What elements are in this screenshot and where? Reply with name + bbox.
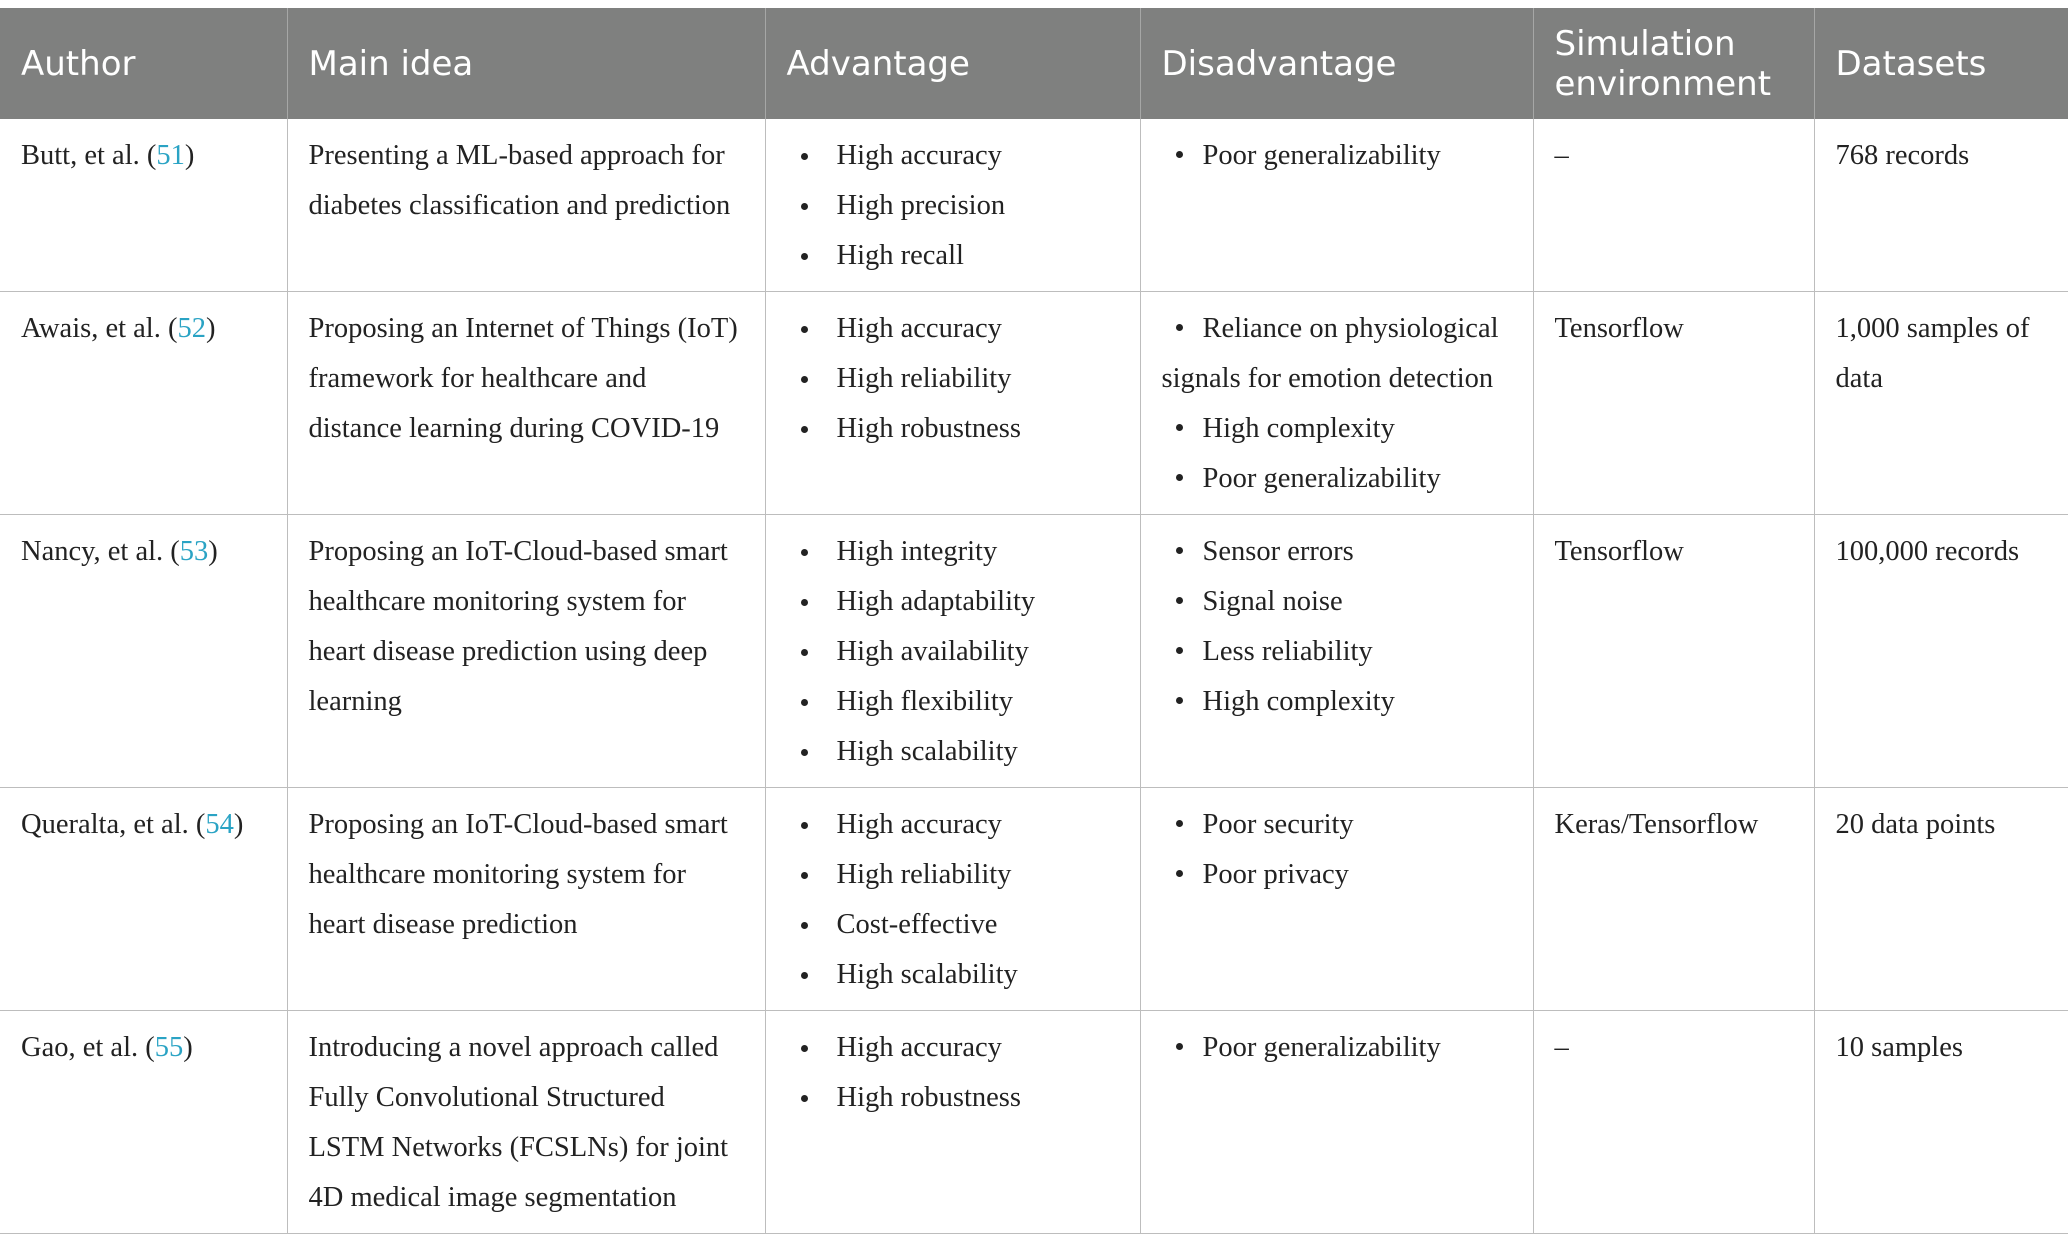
cell-simulation-environment: Keras/Tensorflow [1533, 788, 1814, 1011]
bullet-icon [1176, 424, 1183, 431]
advantage-item: High integrity [787, 527, 1122, 577]
disadvantage-item [1162, 454, 1515, 504]
advantage-item: High recall [787, 231, 1122, 281]
bullet-icon [1176, 597, 1183, 604]
disadvantage-item [1162, 131, 1515, 181]
cell-main-idea: Proposing an IoT-Cloud-based smart healthcare monitoring system for heart disease prediction [287, 788, 765, 1011]
advantage-item: High accuracy [787, 1023, 1122, 1073]
cell-simulation-environment: Tensorflow [1533, 292, 1814, 515]
advantage-item: High scalability [787, 727, 1122, 777]
author-close-paren: ) [208, 536, 218, 567]
disadvantage-item [1162, 577, 1515, 627]
disadvantage-text: Signal noise [1202, 586, 1343, 617]
disadvantage-item [1162, 850, 1515, 900]
disadvantage-text: High complexity [1202, 686, 1395, 717]
author-close-paren: ) [205, 313, 216, 344]
cell-datasets: 1,000 samples of data [1814, 292, 2068, 515]
advantage-item: High robustness [787, 1073, 1122, 1123]
disadvantage-item [1162, 404, 1515, 454]
disadvantage-text: High complexity [1202, 413, 1395, 444]
disadvantage-item [1162, 627, 1515, 677]
reference-link[interactable]: 55 [154, 1032, 184, 1063]
advantage-item: High flexibility [787, 677, 1122, 727]
reference-link[interactable]: 51 [156, 140, 185, 171]
cell-main-idea: Presenting a ML-based approach for diabetes classification and prediction [287, 119, 765, 292]
disadvantage-text: Less reliability [1202, 636, 1373, 667]
bullet-icon [1176, 1043, 1183, 1050]
advantage-item: High reliability [787, 850, 1122, 900]
reference-link[interactable]: 53 [179, 536, 209, 567]
cell-advantage [765, 292, 1140, 515]
table-body [0, 119, 2068, 1234]
header-disadvantage: Disadvantage [1140, 8, 1533, 119]
author-close-paren: ) [233, 809, 244, 840]
table-row [0, 788, 2068, 1011]
advantage-list [787, 131, 1122, 281]
advantage-item: High scalability [787, 950, 1122, 1000]
cell-author [0, 119, 287, 292]
bullet-icon [1176, 820, 1183, 827]
advantage-item: High precision [787, 181, 1122, 231]
advantage-list [787, 800, 1122, 1000]
cell-advantage [765, 788, 1140, 1011]
disadvantage-text: Poor security [1202, 809, 1354, 840]
disadvantage-text: Poor generalizability [1202, 1032, 1441, 1063]
cell-disadvantage [1140, 292, 1533, 515]
author-name: Nancy, et al. ( [21, 536, 180, 567]
advantage-item: High adaptability [787, 577, 1122, 627]
disadvantage-item [1162, 304, 1515, 404]
author-name: Butt, et al. ( [21, 140, 157, 171]
reference-link[interactable]: 54 [205, 809, 234, 840]
table-row [0, 515, 2068, 788]
advantage-item: High robustness [787, 404, 1122, 454]
cell-datasets: 100,000 records [1814, 515, 2068, 788]
cell-simulation-environment: – [1533, 119, 1814, 292]
comparison-table [0, 8, 2068, 1234]
advantage-list [787, 1023, 1122, 1123]
header-row [0, 8, 2068, 119]
disadvantage-item [1162, 527, 1515, 577]
cell-disadvantage [1140, 1011, 1533, 1234]
advantage-list [787, 304, 1122, 454]
header-main-idea: Main idea [287, 8, 765, 119]
bullet-icon [1176, 697, 1183, 704]
cell-advantage [765, 1011, 1140, 1234]
table-header [0, 8, 2068, 119]
author-close-paren: ) [184, 140, 195, 171]
bullet-icon [1176, 547, 1183, 554]
disadvantage-item [1162, 677, 1515, 727]
cell-author [0, 515, 287, 788]
cell-disadvantage [1140, 515, 1533, 788]
cell-author [0, 292, 287, 515]
bullet-icon [1176, 474, 1183, 481]
cell-author [0, 1011, 287, 1234]
cell-main-idea: Introducing a novel approach called Fully Convolutional Structured LSTM Networks (FCSLNs) for joint 4D medical image segmentation [287, 1011, 765, 1234]
author-name: Awais, et al. ( [21, 313, 178, 344]
disadvantage-text: Poor privacy [1202, 859, 1349, 890]
advantage-item: High accuracy [787, 131, 1122, 181]
reference-link[interactable]: 52 [177, 313, 206, 344]
cell-advantage [765, 515, 1140, 788]
disadvantage-text: Poor generalizability [1202, 463, 1441, 494]
table-row [0, 1011, 2068, 1234]
cell-datasets: 10 samples [1814, 1011, 2068, 1234]
advantage-item: Cost-effective [787, 900, 1122, 950]
bullet-icon [1176, 151, 1183, 158]
bullet-icon [1176, 870, 1183, 877]
disadvantage-item [1162, 1023, 1515, 1073]
author-name: Gao, et al. ( [21, 1032, 155, 1063]
table-row [0, 292, 2068, 515]
cell-datasets: 20 data points [1814, 788, 2068, 1011]
advantage-list [787, 527, 1122, 777]
header-author: Author [0, 8, 287, 119]
cell-advantage [765, 119, 1140, 292]
cell-simulation-environment: Tensorflow [1533, 515, 1814, 788]
author-close-paren: ) [183, 1032, 193, 1063]
author-name: Queralta, et al. ( [21, 809, 206, 840]
advantage-item: High availability [787, 627, 1122, 677]
disadvantage-item [1162, 800, 1515, 850]
cell-simulation-environment: – [1533, 1011, 1814, 1234]
disadvantage-text: Poor generalizability [1202, 140, 1441, 171]
disadvantage-text: Sensor errors [1202, 536, 1354, 567]
cell-main-idea: Proposing an Internet of Things (IoT) framework for healthcare and distance learning during COVID-19 [287, 292, 765, 515]
bullet-icon [1176, 324, 1183, 331]
disadvantage-text: Reliance on physiological signals for emotion detection [1161, 313, 1499, 394]
cell-disadvantage [1140, 788, 1533, 1011]
cell-disadvantage [1140, 119, 1533, 292]
cell-main-idea: Proposing an IoT-Cloud-based smart healthcare monitoring system for heart disease prediction using deep learning [287, 515, 765, 788]
cell-datasets: 768 records [1814, 119, 2068, 292]
advantage-item: High accuracy [787, 304, 1122, 354]
header-advantage: Advantage [765, 8, 1140, 119]
header-datasets: Datasets [1814, 8, 2068, 119]
cell-author [0, 788, 287, 1011]
table-row [0, 119, 2068, 292]
advantage-item: High reliability [787, 354, 1122, 404]
header-simulation-environment: Simulation environment [1533, 8, 1814, 119]
advantage-item: High accuracy [787, 800, 1122, 850]
bullet-icon [1176, 647, 1183, 654]
